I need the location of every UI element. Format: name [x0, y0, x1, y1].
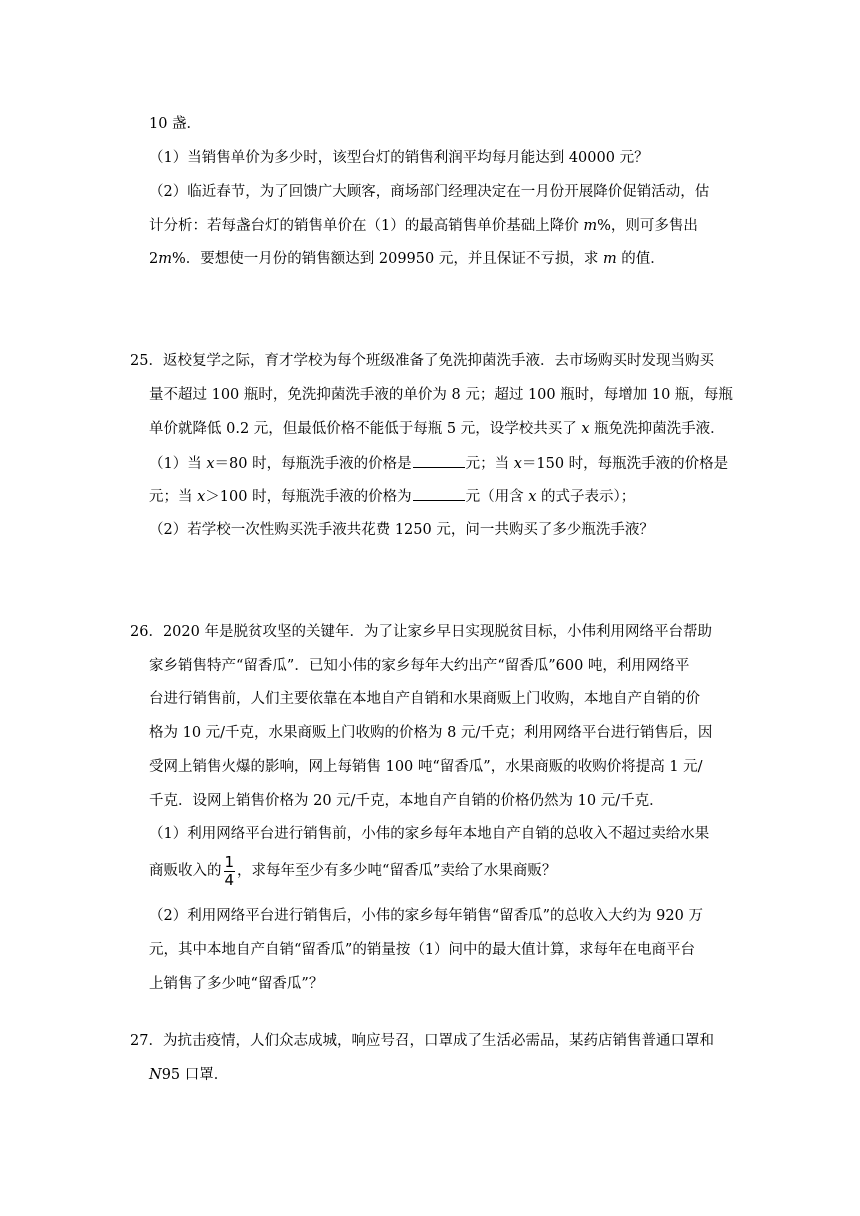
- p26-stem-line-2: 家乡销售特产“留香瓜”．已知小伟的家乡每年大约出产“留香瓜”600 吨，利用网络平: [149, 658, 690, 674]
- answer-blank: [413, 486, 465, 501]
- p25-question-1-line-1: （1）当 x＝80 时，每瓶洗手液的价格是 元；当 x＝150 时，每瓶洗手液的价格是: [149, 453, 728, 474]
- p26-stem-line-3: 台进行销售前，人们主要依靠在本地自产自销和水果商贩上门收购，本地自产自销的价: [149, 691, 700, 707]
- p27-stem-line-2: N95 口罩．: [149, 1067, 229, 1083]
- answer-blank: [413, 453, 465, 468]
- p24-question-1: （1）当销售单价为多少时，该型台灯的销售利润平均每月能达到 40000 元？: [149, 150, 649, 166]
- p24-question-2-line-3: 2m%．要想使一月份的销售额达到 209950 元，并且保证不亏损，求 m 的值．: [149, 251, 665, 267]
- p26-question-2-line-3: 上销售了多少吨“留香瓜”？: [149, 976, 324, 992]
- p24-tail: 10 盏．: [149, 116, 202, 132]
- p26-stem-line-6: 千克．设网上销售价格为 20 元/千克，本地自产自销的价格仍然为 10 元/千克．: [149, 793, 664, 809]
- p26-question-2-line-2: 元，其中本地自产自销“留香瓜”的销量按（1）问中的最大值计算，求每年在电商平台: [149, 942, 696, 958]
- p25-question-2: （2）若学校一次性购买洗手液共花费 1250 元，问一共购买了多少瓶洗手液？: [149, 522, 654, 538]
- p26-question-1-line-2: 商贩收入的 $\frac{1}{4}$ ，求每年至少有多少吨“留香瓜”卖给了水果商贩？: [149, 852, 557, 889]
- p25-stem-line-3: 单价就降低 0.2 元，但最低价格不能低于每瓶 5 元，设学校共买了 x 瓶免洗抑菌洗手液．: [149, 421, 725, 437]
- p24-question-2-line-2: 计分析：若每盏台灯的销售单价在（1）的最高销售单价基础上降价 m%，则可多售出: [149, 218, 698, 234]
- p25-question-1-line-2: 元；当 x＞100 时，每瓶洗手液的价格为 元（用含 x 的式子表示）；: [149, 486, 635, 507]
- p26-stem-line-4: 格为 10 元/千克，水果商贩上门收购的价格为 8 元/千克；利用网络平台进行销售后，因: [149, 725, 713, 741]
- p26-stem-line-5: 受网上销售火爆的影响，网上每销售 100 吨“留香瓜”，水果商贩的收购价将提高 1 元/: [149, 759, 703, 775]
- p27-stem-line-1: 27．为抗击疫情，人们众志成城，响应号召，口罩成了生活必需品，某药店销售普通口罩和: [130, 1033, 714, 1049]
- p26-question-1-line-1: （1）利用网络平台进行销售前，小伟的家乡每年本地自产自销的总收入不超过卖给水果: [149, 826, 710, 842]
- p26-stem-line-1: 26．2020 年是脱贫攻坚的关键年．为了让家乡早日实现脱贫目标，小伟利用网络平台帮助: [130, 624, 712, 640]
- fraction: $\frac{1}{4}$: [224, 852, 235, 889]
- p25-stem-line-1: 25．返校复学之际，育才学校为每个班级准备了免洗抑菌洗手液．去市场购买时发现当购买: [130, 353, 714, 369]
- p24-question-2-line-1: （2）临近春节，为了回馈广大顾客，商场部门经理决定在一月份开展降价促销活动，估: [149, 184, 710, 200]
- p26-question-2-line-1: （2）利用网络平台进行销售后，小伟的家乡每年销售“留香瓜”的总收入大约为 920 万: [149, 908, 703, 924]
- p25-stem-line-2: 量不超过 100 瓶时，免洗抑菌洗手液的单价为 8 元；超过 100 瓶时，每增加 10 瓶，每瓶: [149, 387, 733, 403]
